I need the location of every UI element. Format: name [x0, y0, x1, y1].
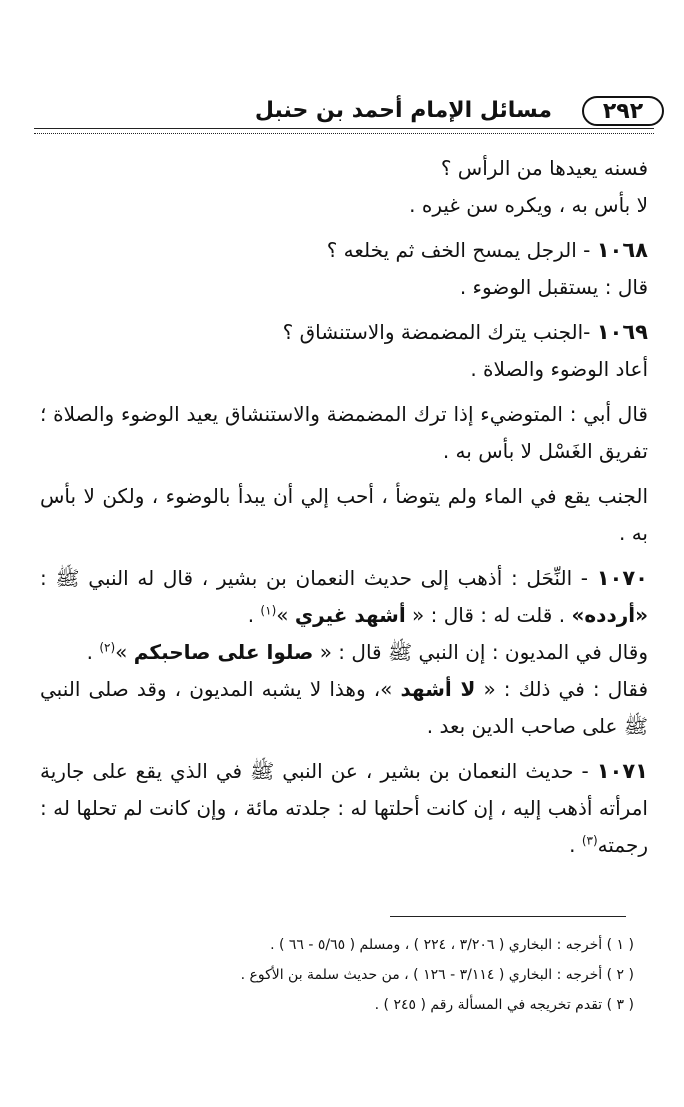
masala-1069-answer: أعاد الوضوء والصلاة .: [470, 357, 648, 381]
footnote-rule: [390, 916, 626, 917]
masala-number: ١٠٧٠: [596, 566, 648, 590]
text-line: فسنه يعيدها من الرأس ؟: [440, 156, 648, 180]
text-line: لا بأس به ، ويكره سن غيره .: [409, 193, 648, 217]
masala-text: »: [276, 603, 295, 627]
hadith-quote: أشهد غيري: [294, 603, 406, 627]
masala-text: .: [86, 640, 100, 664]
masala-1069-answer: قال أبي : المتوضيء إذا ترك المضمضة والاستنشاق يعيد الوضوء والصلاة ؛ تفريق الغَسْل لا بأس به .: [40, 402, 648, 463]
masala-text: وقال في المديون : إن النبي ﷺ قال : «: [313, 640, 648, 664]
footnote-ref: (٢): [99, 640, 116, 655]
footnote: ( ٢ ) أخرجه : البخاري ( ٣/١١٤ - ١٢٦ ) ، من حديث سلمة بن الأكوع .: [240, 967, 634, 983]
masala-number: ١٠٦٨: [596, 238, 648, 262]
masala-1070: [40, 560, 648, 634]
masala-1070-line: [40, 671, 648, 745]
masala-text: -الجنب يترك المضمضة والاستنشاق ؟: [282, 320, 591, 344]
masala-1070-line: [40, 634, 648, 671]
footnote-ref: (١): [260, 603, 277, 618]
footnote-ref: (٣): [581, 833, 598, 848]
masala-text: - الرجل يمسح الخف ثم يخلعه ؟: [326, 238, 591, 262]
page-number: ٢٩٢: [582, 96, 664, 126]
masala-1068-answer: قال : يستقبل الوضوء .: [459, 275, 648, 299]
masala-text: - النِّحَل : أذهب إلى حديث النعمان بن بشير ، قال له النبي ﷺ :: [40, 566, 589, 590]
masala-text: .: [247, 603, 261, 627]
masala-1068-question: [40, 232, 648, 269]
masala-number: ١٠٦٩: [596, 320, 648, 344]
hadith-quote: لا أشهد: [400, 677, 476, 701]
masala-1071: [40, 753, 648, 864]
footnote: ( ٣ ) تقدم تخريجه في المسألة رقم ( ٢٤٥ ) .: [374, 997, 634, 1013]
book-title: مسائل الإمام أحمد بن حنبل: [254, 98, 552, 123]
masala-1069-question: [40, 314, 648, 351]
main-text: [40, 150, 648, 864]
footnotes: [44, 930, 634, 1020]
masala-text: »، وهذا لا يشبه المديون ، وقد صلى النبي ﷺ على صاحب الدين بعد .: [40, 677, 648, 738]
footnote: ( ١ ) أخرجه : البخاري ( ٣/٢٠٦ ، ٢٢٤ ) ، ومسلم ( ٥/٦٥ - ٦٦ ) .: [270, 937, 634, 953]
masala-text: .: [569, 833, 582, 857]
masala-text: - حديث النعمان بن بشير ، عن النبي ﷺ في الذي يقع على جارية امرأته أذهب إليه ، إن كانت أحلتها له : جلدته مائة ، وإن كانت لم تحلها له : رجمته: [40, 759, 648, 857]
hadith-quote: صلوا على صاحبكم: [133, 640, 314, 664]
header-rule: [34, 128, 654, 134]
masala-text: »: [115, 640, 134, 664]
masala-number: ١٠٧١: [596, 759, 649, 783]
hadith-quote: «أردده»: [571, 603, 648, 627]
masala-1069-answer: الجنب يقع في الماء ولم يتوضأ ، أحب إلي أن يبدأ بالوضوء ، ولكن لا بأس به .: [40, 484, 648, 545]
masala-text: فقال : في ذلك : «: [475, 677, 649, 701]
masala-text: . قلت له : قال : «: [405, 603, 572, 627]
